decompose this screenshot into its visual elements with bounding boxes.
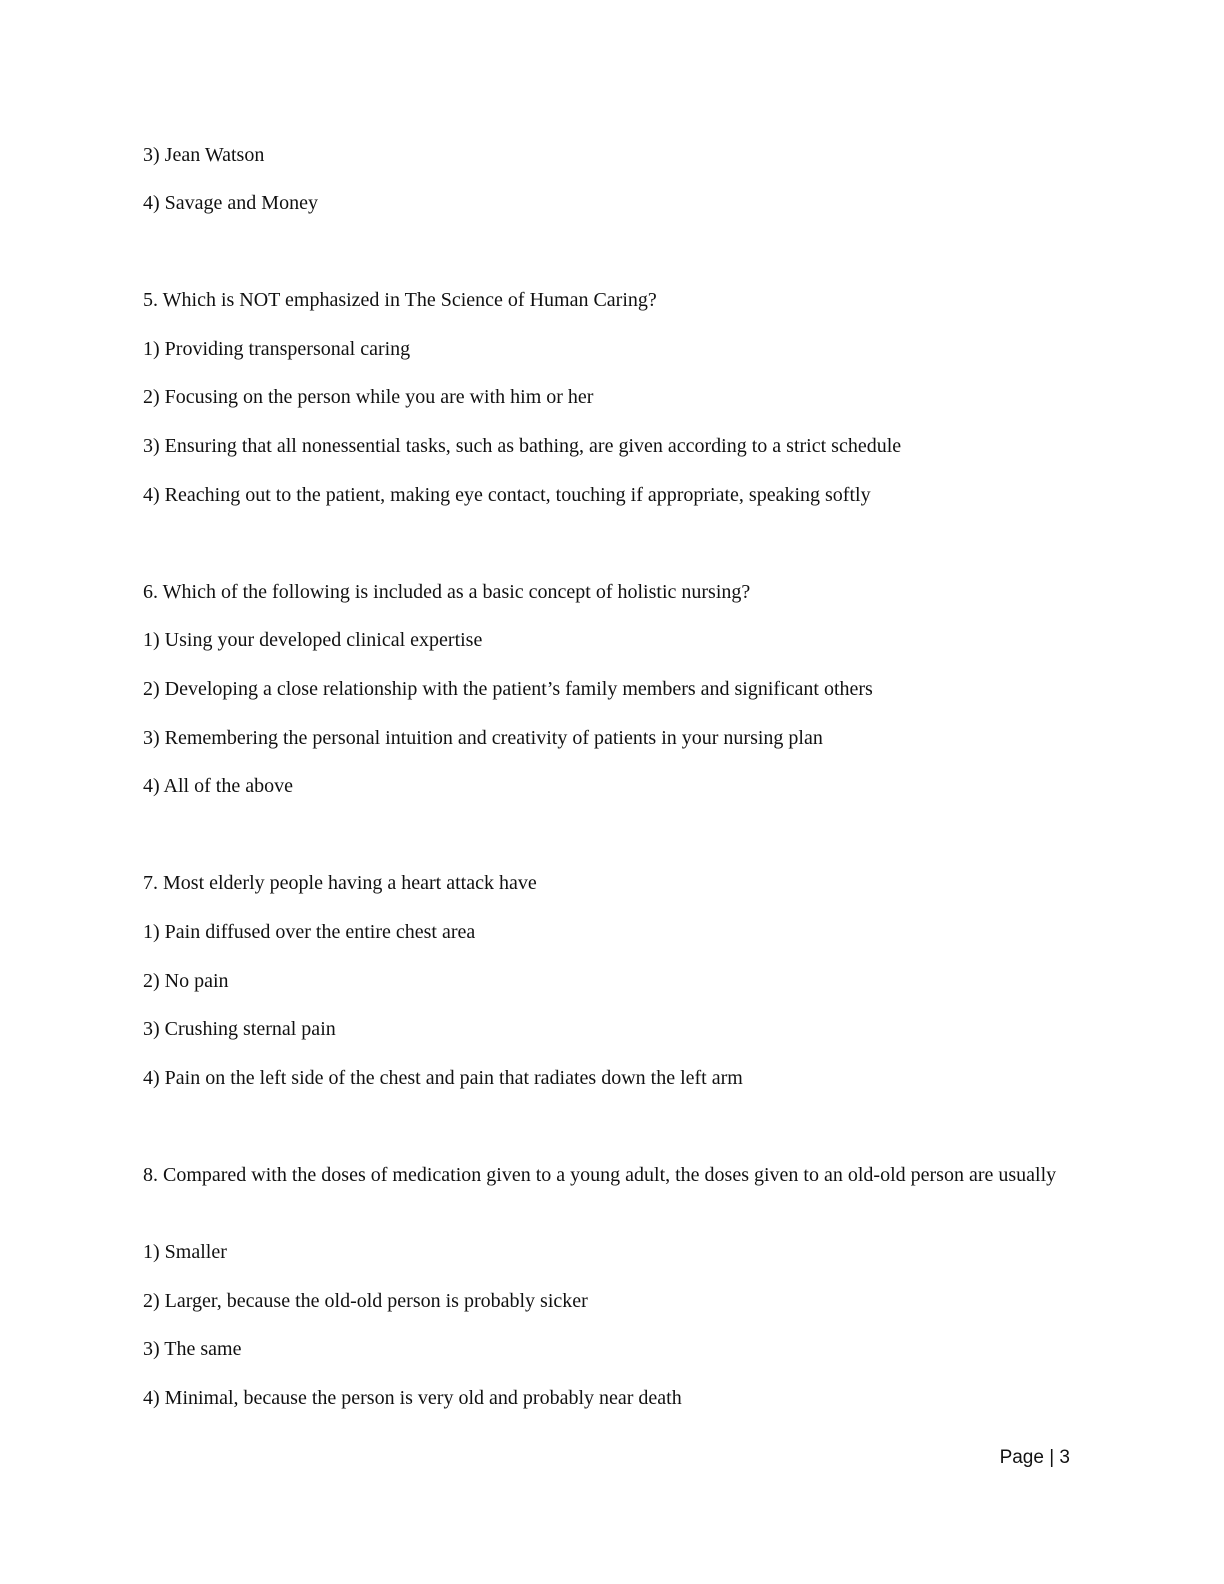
question-text: 7. Most elderly people having a heart attack have (143, 872, 537, 894)
answer-option: 4) Pain on the left side of the chest and pain that radiates down the left arm (143, 1067, 743, 1089)
answer-option: 1) Pain diffused over the entire chest area (143, 921, 476, 943)
answer-option: 2) No pain (143, 970, 229, 992)
answer-option: 1) Smaller (143, 1241, 227, 1263)
question-text: 8. Compared with the doses of medication given to a young adult, the doses given to an old-old person are usually (143, 1164, 1057, 1186)
answer-option: 4) Reaching out to the patient, making eye contact, touching if appropriate, speaking softly (143, 484, 871, 506)
answer-option: 3) Remembering the personal intuition and creativity of patients in your nursing plan (143, 727, 823, 749)
answer-option: 2) Focusing on the person while you are with him or her (143, 386, 594, 408)
answer-option: 3) Crushing sternal pain (143, 1018, 336, 1040)
answer-option: 4) Minimal, because the person is very old and probably near death (143, 1387, 682, 1409)
answer-option: 2) Developing a close relationship with the patient’s family members and significant others (143, 678, 873, 700)
question-text: 5. Which is NOT emphasized in The Science of Human Caring? (143, 289, 657, 311)
answer-option: 3) Jean Watson (143, 144, 265, 166)
answer-option: 4) All of the above (143, 775, 293, 797)
question-text: 6. Which of the following is included as a basic concept of holistic nursing? (143, 581, 751, 603)
answer-option: 1) Providing transpersonal caring (143, 338, 411, 360)
answer-option: 3) Ensuring that all nonessential tasks, such as bathing, are given according to a strict schedule (143, 435, 902, 457)
answer-option: 1) Using your developed clinical expertise (143, 629, 483, 651)
answer-option: 4) Savage and Money (143, 192, 318, 214)
answer-option: 2) Larger, because the old-old person is probably sicker (143, 1290, 588, 1312)
answer-option: 3) The same (143, 1338, 242, 1360)
page-number: Page | 3 (999, 1447, 1070, 1468)
